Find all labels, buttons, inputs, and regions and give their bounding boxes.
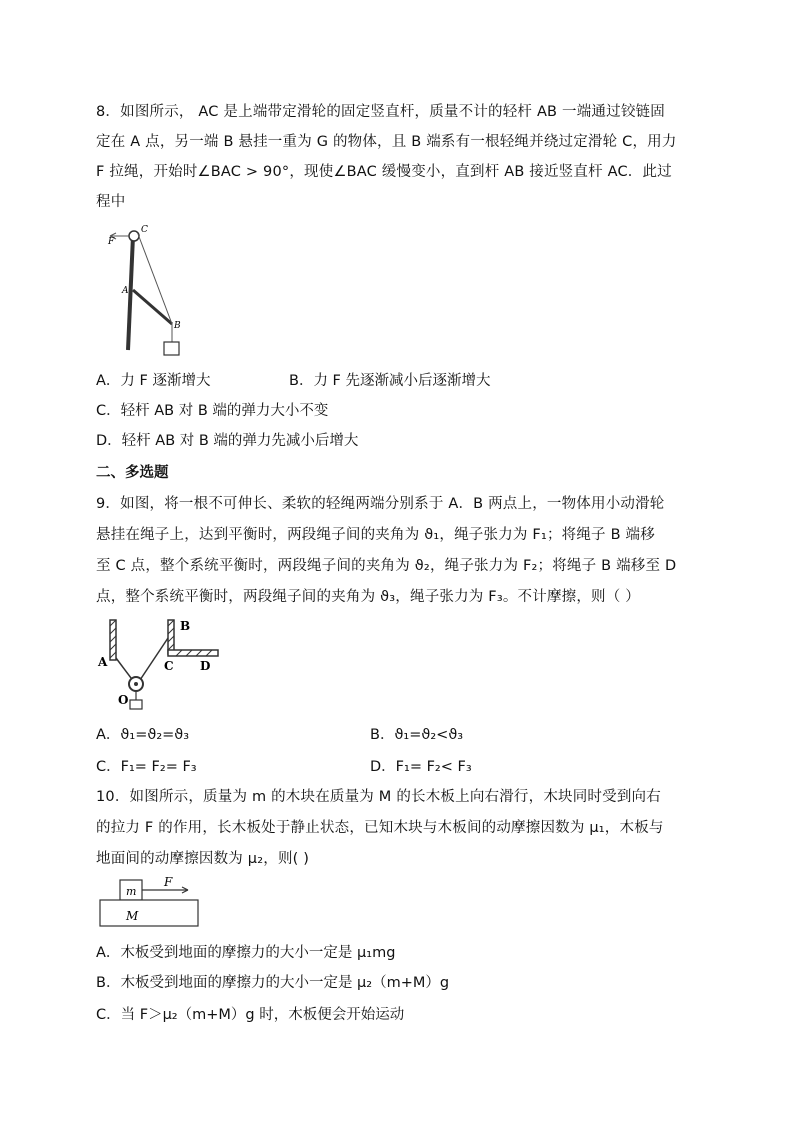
q9-option-c: C．F₁= F₂= F₃ <box>96 759 197 775</box>
q9-option-d: D．F₁= F₂< F₃ <box>370 759 472 775</box>
q10-label-f: F <box>164 875 173 889</box>
q8-option-b: B．力 F 先逐渐减小后逐渐增大 <box>289 373 491 389</box>
q10-board-m <box>100 900 198 926</box>
q9-label-d: D <box>200 659 211 673</box>
q8-option-a: A．力 F 逐渐增大 <box>96 373 211 389</box>
q8-label-a: A <box>122 286 129 296</box>
q9-line-3: 至 C 点，整个系统平衡时，两段绳子间的夹角为 ϑ₂，绳子张力为 F₂；将绳子 B 端移至 D <box>96 558 677 574</box>
q10-option-c: C．当 F＞μ₂（m+M）g 时，木板便会开始运动 <box>96 1007 405 1023</box>
q10-line-1: 10．如图所示，质量为 m 的木块在质量为 M 的长木板上向右滑行，木块同时受到向右 <box>96 789 661 805</box>
q9-line-4: 点，整个系统平衡时，两段绳子间的夹角为 ϑ₃，绳子张力为 F₃。不计摩擦，则（ ） <box>96 589 640 605</box>
q9-label-c: C <box>164 659 174 673</box>
q8-option-d: D．轻杆 AB 对 B 端的弹力先减小后增大 <box>96 433 359 449</box>
q9-label-b: B <box>180 619 191 633</box>
q8-line-3: F 拉绳，开始时∠BAC > 90°，现使∠BAC 缓慢变小，直到杆 AB 接近竖直杆 AC．此过 <box>96 164 672 180</box>
q8-rod-ab <box>133 290 172 324</box>
q9-weight <box>130 700 142 709</box>
q8-line-1: 8．如图所示， AC 是上端带定滑轮的固定竖直杆，质量不计的轻杆 AB 一端通过铰链固 <box>96 104 665 120</box>
q8-weight <box>164 342 179 355</box>
q10-option-a: A．木板受到地面的摩擦力的大小一定是 μ₁mg <box>96 945 396 961</box>
q8-line-4: 程中 <box>96 194 126 210</box>
q10-line-2: 的拉力 F 的作用，长木板处于静止状态，已知木块与木板间的动摩擦因数为 μ₁，木板与 <box>96 820 664 836</box>
q10-label-m-small: m <box>126 885 137 898</box>
q10-label-m-large: M <box>126 909 139 923</box>
q10-figure <box>96 874 206 930</box>
q9-line-2: 悬挂在绳子上，达到平衡时，两段绳子间的夹角为 ϑ₁，绳子张力为 F₁；将绳子 B 端移 <box>96 527 655 543</box>
q9-label-o: O <box>118 693 129 707</box>
q10-line-3: 地面间的动摩擦因数为 μ₂，则( ) <box>96 851 310 867</box>
q8-line-2: 定在 A 点，另一端 B 悬挂一重为 G 的物体，且 B 端系有一根轻绳并绕过定滑轮 C，用力 <box>96 134 677 150</box>
section-heading-multi-choice: 二、多选题 <box>96 465 169 481</box>
q8-pulley-c <box>129 231 139 241</box>
q8-figure <box>100 222 190 362</box>
q9-figure <box>96 618 226 718</box>
q10-option-b: B．木板受到地面的摩擦力的大小一定是 μ₂（m+M）g <box>96 975 450 991</box>
q8-option-c: C．轻杆 AB 对 B 端的弹力大小不变 <box>96 403 329 419</box>
q9-line-1: 9．如图，将一根不可伸长、柔软的轻绳两端分别系于 A．B 两点上，一物体用小动滑轮 <box>96 496 665 512</box>
q8-label-c: C <box>141 225 148 235</box>
q8-label-f: F <box>108 237 115 247</box>
q8-label-b: B <box>174 321 181 331</box>
q8-pole-ac <box>128 236 133 350</box>
q9-left-wall <box>110 620 116 660</box>
q9-option-a: A．ϑ₁=ϑ₂=ϑ₃ <box>96 727 190 743</box>
q9-option-b: B．ϑ₁=ϑ₂<ϑ₃ <box>370 727 464 743</box>
q9-label-a: A <box>98 655 108 669</box>
